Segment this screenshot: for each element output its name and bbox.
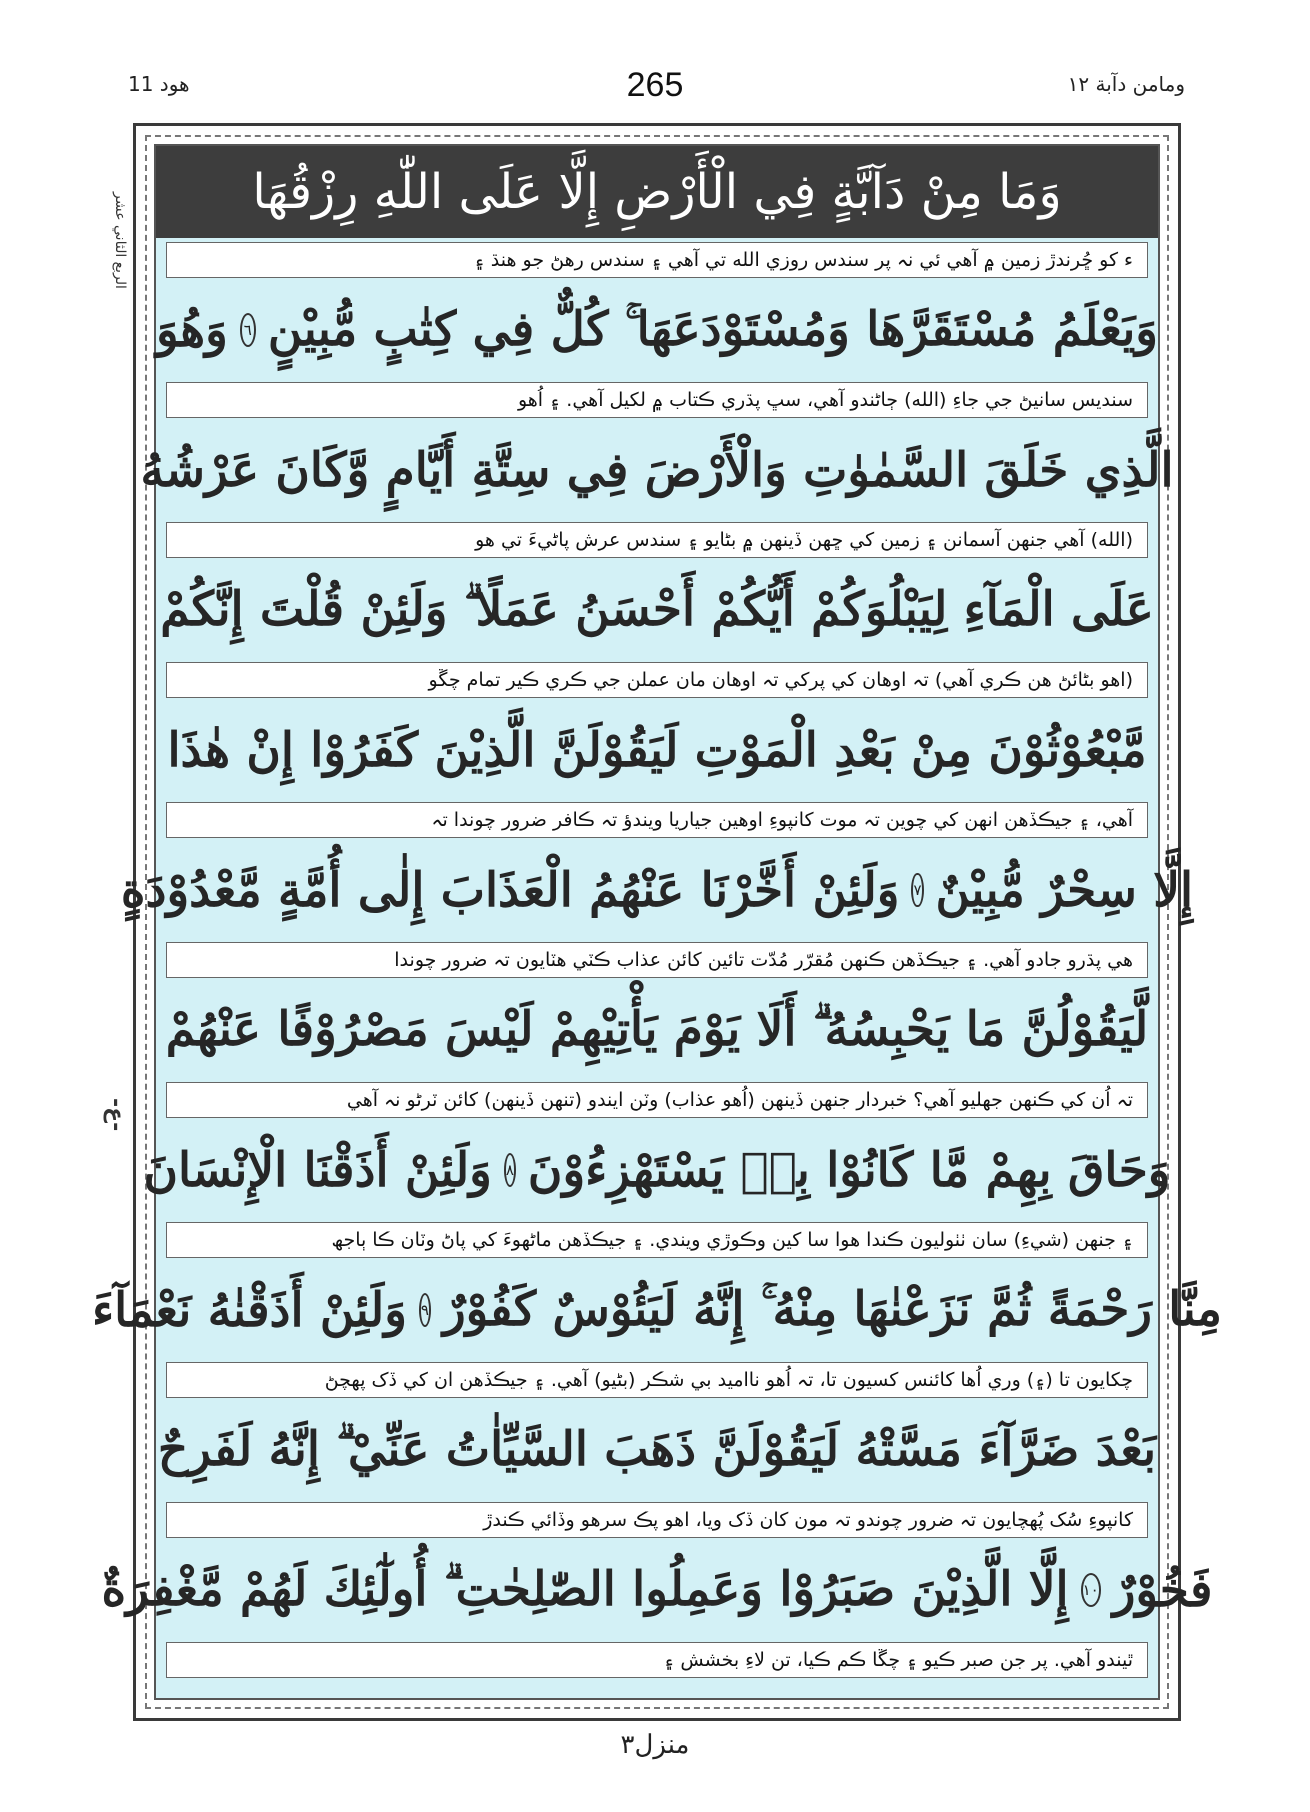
translation-line: تہ اُن کي ڪنهن جهليو آهي؟ خبردار جنهن ڏينهن (اُهو عذاب) وٽن ايندو (تنهن ڏينهن) کائن ٽرڻو نہ آهي (166, 1082, 1148, 1118)
verse-line: عَلَى الْمَآءِ لِيَبْلُوَكُمْ أَيُّكُمْ أَحْسَنُ عَمَلًا ۗ وَلَئِنْ قُلْتَ إِنَّكُمْ (160, 582, 1154, 637)
verse-text: وَيَعْلَمُ مُسْتَقَرَّهَا وَمُسْتَوْدَعَهَا ۚ كُلٌّ فِي كِتٰبٍ مُّبِيْنٍ (267, 302, 1158, 357)
verse-text: فَخُوْرٌ (1112, 1562, 1213, 1618)
juz-name: ومامن دآبة ١٢ (1067, 72, 1185, 96)
verse-line: مَّبْعُوْثُوْنَ مِنْ بَعْدِ الْمَوْتِ لَيَقُوْلَنَّ الَّذِيْنَ كَفَرُوْا إِنْ هٰذَا (167, 722, 1147, 778)
translation-line: کانپوءِ سُک پُهچايون تہ ضرور چوندو تہ مون کان ڏک ويا، اهو پڪ سرهو وڏائي ڪندڙ (166, 1502, 1148, 1538)
verse-line: بَعْدَ ضَرَّآءَ مَسَّتْهُ لَيَقُوْلَنَّ ذَهَبَ السَّيِّاٰتُ عَنِّيْ ۗ إِنَّهُ لَفَرِحٌ (157, 1422, 1157, 1477)
ayah-number-marker: ٦ (240, 313, 256, 347)
verse-text-tail: وَلَئِنْ أَخَّرْنَا عَنْهُمُ الْعَذَابَ إِلٰى أُمَّةٍ مَّعْدُوْدَةٍ (120, 862, 900, 918)
translation-line: ء كو ڇُرندڙ زمين ۾ آهي ئي نہ پر سندس روزي الله تي آهي ۽ سندس رهڻ جو هنڌ ۽ (166, 242, 1148, 278)
translation-line: (اهو بڻائڻ هن ڪري آهي) تہ اوهان کي پرکي تہ اوهان مان عملن جي ڪري ڪير تمام چڱو (166, 662, 1148, 698)
verse-text-tail: وَلَئِنْ أَذَقْنٰهُ نَعْمَآءَ (92, 1282, 407, 1338)
translation-line: سنديس سانيڻ جي جاءِ (الله) ڄاڻندو آهي، سڀ پڌري ڪتاب ۾ لکيل آهي. ۽ اُهو (166, 382, 1148, 418)
surah-name: هود 11 (128, 72, 190, 96)
page-number: 265 (626, 66, 684, 104)
verse-text: وَحَاقَ بِهِمْ مَّا كَانُوْا بِهٖ يَسْتَهْزِءُوْنَ (527, 1142, 1171, 1198)
margin-note: الربع الثاني عشر (112, 191, 128, 289)
verse-text-tail: وَلَئِنْ أَذَقْنَا الْإِنْسَانَ (143, 1142, 492, 1198)
translation-line: ٿيندو آهي. پر جن صبر ڪيو ۽ چڱا ڪم ڪيا، تن لاءِ بخشش ۽ (166, 1642, 1148, 1678)
verse-line (156, 278, 1158, 382)
translation-line: (الله) آهي جنهن آسمانن ۽ زمين کي ڇهن ڏينهن ۾ بڻايو ۽ سندس عرش پاڻيءَ تي هو (166, 522, 1148, 558)
verse-line (120, 838, 1194, 942)
verse-line (143, 1118, 1171, 1222)
ruku-marker: -ع- (103, 1098, 128, 1132)
ayah-number-marker: ٨ (504, 1153, 516, 1187)
translation-line: آهي، ۽ جيڪڏهن انهن کي چوين تہ موت کانپوءِ اوهين جياريا ويندؤ تہ ڪافر ضرور چوندا تہ (166, 802, 1148, 838)
verse-line (101, 1538, 1213, 1642)
ayah-number-marker: ١٠ (1081, 1573, 1101, 1607)
verse-line: الَّذِي خَلَقَ السَّمٰوٰتِ وَالْأَرْضَ فِي سِتَّةِ أَيَّامٍ وَّكَانَ عَرْشُهُ (140, 442, 1174, 498)
translation-line: هي پڌرو جادو آهي. ۽ جيڪڏهن ڪنهن مُقرّر مُدّت تائين کائن عذاب ڪٽي هٽايون تہ ضرور چوندا (166, 942, 1148, 978)
translation-line: چکايون تا (۽) وري اُها کائنس کسيون تا، تہ اُهو نااميد بي شڪر (بڻيو) آهي. ۽ جيڪڏهن ان کي ڏک پهچڻ (166, 1362, 1148, 1398)
verse-text: مِنَّا رَحْمَةً ثُمَّ نَزَعْنٰهَا مِنْهُ ۚ إِنَّهُ لَيَئُوْسٌ كَفُوْرٌ (442, 1282, 1222, 1337)
verse-text-tail: وَهُوَ (156, 302, 228, 358)
title-verse: وَمَا مِنْ دَآبَّةٍ فِي الْأَرْضِ إِلَّا عَلَى اللّٰهِ رِزْقُهَا (156, 146, 1158, 238)
manzil-footer: منزل٣ (620, 1730, 690, 1760)
verse-text: إِلَّا سِحْرٌ مُّبِيْنٌ (935, 862, 1194, 918)
verse-text-tail: إِلَّا الَّذِيْنَ صَبَرُوْا وَعَمِلُوا الصّٰلِحٰتِ ۗ أُولٰٓئِكَ لَهُمْ مَّغْفِرَةٌ (101, 1562, 1069, 1617)
verse-line: لَّيَقُوْلُنَّ مَا يَحْبِسُهُ ۗ أَلَا يَوْمَ يَأْتِيْهِمْ لَيْسَ مَصْرُوْفًا عَنْهُمْ (165, 1002, 1149, 1057)
ayah-number-marker: ٧ (911, 873, 923, 907)
ayah-number-marker: ٩ (419, 1293, 431, 1327)
verse-line (92, 1258, 1222, 1362)
translation-line: ۽ جنهن (شيءِ) سان ٺٺوليون ڪندا هوا سا کين وڪوڙي ويندي. ۽ جيڪڏهن ماڻهوءَ کي پاڻ وٽان ڪا ٻاجھ (166, 1222, 1148, 1258)
